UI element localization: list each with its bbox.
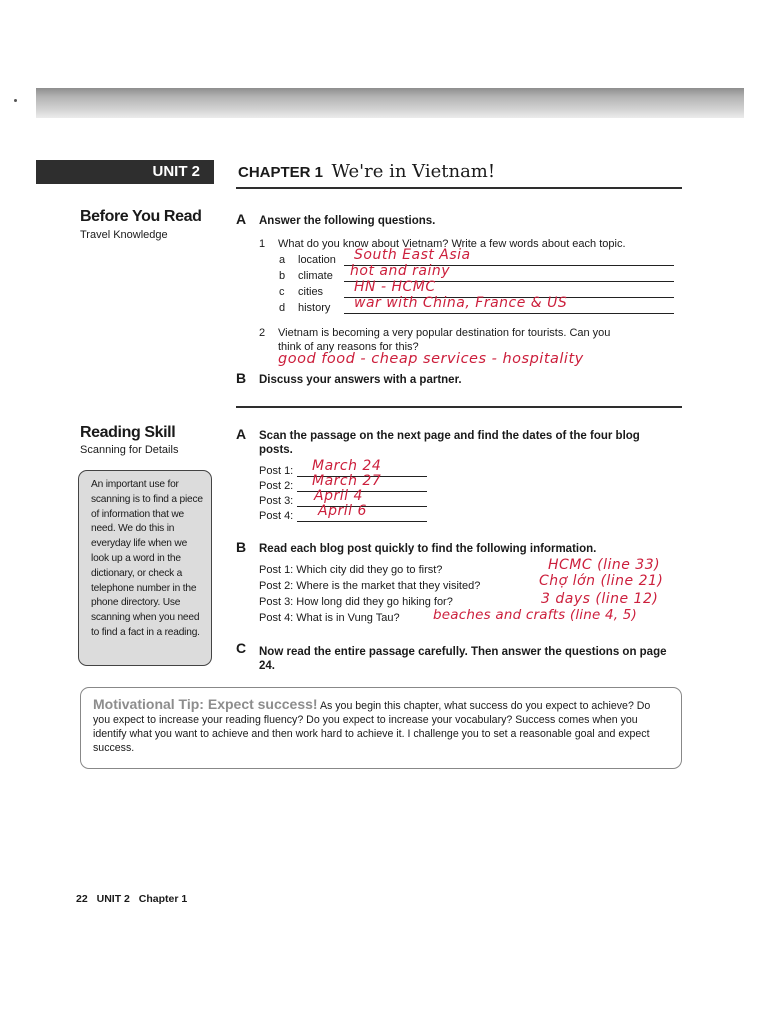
handwritten-answer: beaches and crafts (line 4, 5) [433,607,638,623]
reading-a-instruction: Scan the passage on the next page and find the dates of the four blog posts. [259,430,640,456]
post-label: Post 4: [259,510,294,522]
item-label: cities [298,286,324,298]
answer-line [297,521,427,522]
before-you-read-subtitle: Travel Knowledge [80,229,168,241]
post-label: Post 2: [259,480,294,492]
item-letter: c [279,286,285,298]
item-letter: b [279,270,286,282]
handwritten-answer: HN - HCMC [354,279,436,295]
handwritten-answer: Chợ lớn (line 21) [539,573,664,589]
motivational-tip-box [80,687,682,769]
item-label: climate [298,270,333,282]
page-footer [76,893,187,905]
chapter-name: We're in Vietnam! [331,161,496,182]
section-divider-rule [236,406,682,408]
section-b-letter: B [236,370,247,386]
post-label: Post 3: [259,495,294,507]
item-label: location [298,254,336,266]
info-question: Post 2: Where is the market that they visited? [259,580,481,592]
unit-label-box [36,160,214,184]
handwritten-answer: South East Asia [354,247,471,263]
reading-skill-title: Reading Skill [80,424,176,441]
scan-shadow-band [36,88,744,118]
item-letter: a [279,254,286,266]
scan-speck [14,99,17,102]
reading-b-instruction: Read each blog post quickly to find the following information. [259,543,597,555]
section-b-instruction: Discuss your answers with a partner. [259,374,462,386]
handwritten-answer: April 6 [318,503,367,519]
info-question: Post 4: What is in Vung Tau? [259,612,400,624]
section-a-letter: A [236,211,247,227]
q1-number: 1 [259,238,266,250]
handwritten-answer: March 27 [312,473,382,489]
handwritten-answer: April 4 [314,488,363,504]
chapter-title [238,161,495,182]
footer-unit: UNIT 2 [96,893,130,905]
footer-chapter: Chapter 1 [138,893,188,905]
reading-c-instruction: Now read the entire passage carefully. Then answer the questions on page 24. [259,646,667,672]
reading-skill-subtitle: Scanning for Details [80,444,179,456]
handwritten-answer: 3 days (line 12) [541,591,659,607]
page-number: 22 [76,893,88,905]
item-label: history [298,302,331,314]
chapter-label: CHAPTER 1 [238,164,324,181]
reading-c-letter: C [236,640,247,656]
reading-b-letter: B [236,539,247,555]
handwritten-answer: good food - cheap services - hospitality [278,351,584,367]
reading-a-letter: A [236,426,247,442]
q2-line-1: Vietnam is becoming a very popular destination for tourists. Can you [278,327,611,339]
tip-heading: Motivational Tip: Expect success! [93,696,318,712]
q2-line-2: think of any reasons for this? [278,341,419,353]
info-question: Post 1: Which city did they go to first? [259,564,443,576]
handwritten-answer: hot and rainy [350,263,451,279]
tip-text: As you begin this chapter, what success do you expect to achieve? Do you expect to increase your reading fluency? Do you expect to increase your vocabulary? Success comes when you identify what you want to achieve and then work hard to achieve it. I challenge you to set a reasonable goal and expect success. [93,700,651,754]
info-question: Post 3: How long did they go hiking for? [259,596,453,608]
section-a-instruction: Answer the following questions. [259,215,436,227]
answer-line [344,313,674,314]
handwritten-answer: HCMC (line 33) [548,557,661,573]
handwritten-answer: war with China, France & US [354,295,568,311]
unit-label: UNIT 2 [152,163,200,180]
q1-text: What do you know about Vietnam? Write a few words about each topic. [278,238,626,250]
scanning-tip-callout [78,470,212,666]
q2-number: 2 [259,327,266,339]
handwritten-answer: March 24 [312,458,382,474]
item-letter: d [279,302,286,314]
post-label: Post 1: [259,465,294,477]
header-rule [236,187,682,189]
callout-text: An important use for scanning is to find a piece of information that we need. We do this in everyday life when we look up a word in the dictionary, or check a telephone number in the phone directory. Use scanning when you need to find a fact in a reading. [91,479,203,638]
before-you-read-title: Before You Read [80,208,202,225]
